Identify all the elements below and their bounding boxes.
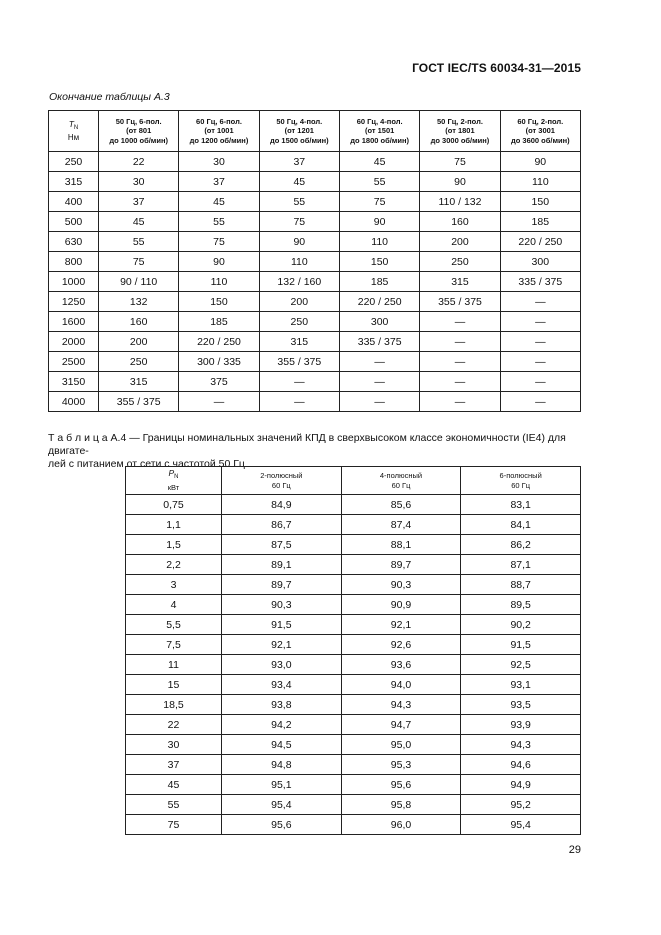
table-cell: 95,4 — [222, 795, 342, 815]
table-cell: 150 — [339, 252, 419, 272]
table-cell: — — [339, 392, 419, 412]
table-cell: 89,1 — [222, 555, 342, 575]
table-cell: 300 — [500, 252, 580, 272]
row-key-cell: 1600 — [49, 312, 99, 332]
table-a4 — [125, 466, 581, 835]
row-key-cell: 5,5 — [126, 615, 222, 635]
table-cell: — — [420, 332, 500, 352]
table-cell: 93,1 — [461, 675, 581, 695]
column-header-line: 2-полюсный — [260, 471, 303, 480]
table-cell: — — [500, 332, 580, 352]
table-cell: 84,1 — [461, 515, 581, 535]
table-cell: 75 — [179, 232, 259, 252]
table-row — [49, 192, 581, 212]
table-row — [49, 332, 581, 352]
table-cell: 94,7 — [341, 715, 461, 735]
table-row — [49, 232, 581, 252]
row-key-cell: 3 — [126, 575, 222, 595]
table-cell: 93,6 — [341, 655, 461, 675]
column-header-line: (от 801 — [126, 126, 152, 136]
torque-unit: Нм — [67, 133, 80, 142]
table-cell: 250 — [99, 352, 179, 372]
table-cell: 95,1 — [222, 775, 342, 795]
table-cell: 335 / 375 — [500, 272, 580, 292]
table-cell: 90,9 — [341, 595, 461, 615]
column-header-line: до 1200 об/мин) — [189, 135, 249, 145]
column-header-line: (от 1201 — [284, 126, 314, 136]
table-cell: 160 — [420, 212, 500, 232]
table-cell: 92,5 — [461, 655, 581, 675]
row-key-cell: 315 — [49, 172, 99, 192]
table-row — [49, 272, 581, 292]
table-cell: 94,2 — [222, 715, 342, 735]
column-header — [179, 111, 259, 152]
table-cell: 90 / 110 — [99, 272, 179, 292]
table-cell: 220 / 250 — [179, 332, 259, 352]
row-key-cell: 22 — [126, 715, 222, 735]
table-row — [49, 312, 581, 332]
table-cell: 37 — [179, 172, 259, 192]
table-cell: 89,7 — [341, 555, 461, 575]
power-header — [126, 467, 222, 495]
table-cell: 200 — [259, 292, 339, 312]
column-header-line: до 1800 об/мин) — [350, 135, 409, 145]
table-cell: 55 — [259, 192, 339, 212]
table-cell: — — [420, 372, 500, 392]
table-cell: 55 — [339, 172, 419, 192]
table-cell: 84,9 — [222, 495, 342, 515]
table-cell: 90,3 — [222, 595, 342, 615]
column-header — [259, 111, 339, 152]
table-cell: 83,1 — [461, 495, 581, 515]
table-row — [126, 755, 581, 775]
power-symbol: P — [168, 468, 175, 478]
column-header-line: 4-полюсный — [379, 471, 423, 480]
table-cell: 94,0 — [341, 675, 461, 695]
table-row — [126, 775, 581, 795]
table-cell: — — [420, 312, 500, 332]
table-cell: 110 / 132 — [420, 192, 500, 212]
row-key-cell: 15 — [126, 675, 222, 695]
table-row — [126, 795, 581, 815]
column-header — [420, 111, 500, 152]
row-key-cell: 7,5 — [126, 635, 222, 655]
table-cell: 89,7 — [222, 575, 342, 595]
table-cell: 94,5 — [222, 735, 342, 755]
column-header-line: 50 Гц, 2-пол. — [437, 116, 483, 126]
table-row — [126, 675, 581, 695]
column-header-line: до 1500 об/мин) — [269, 135, 329, 145]
column-header-line: до 3600 об/мин) — [510, 135, 570, 145]
table-cell: 315 — [420, 272, 500, 292]
table-cell: 87,4 — [341, 515, 461, 535]
table-cell: 94,3 — [341, 695, 461, 715]
column-header — [339, 111, 419, 152]
table-cell: 45 — [339, 152, 419, 172]
table-cell: 95,8 — [341, 795, 461, 815]
table-a3-body — [49, 152, 581, 412]
table-cell: 96,0 — [341, 815, 461, 835]
table-cell: 375 — [179, 372, 259, 392]
row-key-cell: 2,2 — [126, 555, 222, 575]
table-cell: 250 — [420, 252, 500, 272]
table-row — [49, 352, 581, 372]
column-header-line: 60 Гц, 2-пол. — [517, 116, 564, 126]
row-key-cell: 630 — [49, 232, 99, 252]
table-cell: — — [339, 372, 419, 392]
column-header-line: 60 Гц — [511, 480, 531, 490]
table-cell: 37 — [99, 192, 179, 212]
table-cell: 335 / 375 — [339, 332, 419, 352]
table-row — [49, 172, 581, 192]
table-cell: 94,9 — [461, 775, 581, 795]
table-cell: 110 — [339, 232, 419, 252]
row-key-cell: 30 — [126, 735, 222, 755]
row-key-cell: 4 — [126, 595, 222, 615]
row-key-cell: 250 — [49, 152, 99, 172]
table-cell: 93,5 — [461, 695, 581, 715]
row-key-cell: 1250 — [49, 292, 99, 312]
table-cell: 185 — [179, 312, 259, 332]
table-cell: 90,2 — [461, 615, 581, 635]
table-row — [126, 595, 581, 615]
row-key-cell: 11 — [126, 655, 222, 675]
torque-symbol-sub: N — [73, 124, 79, 131]
table-cell: 94,3 — [461, 735, 581, 755]
column-header-line: 60 Гц — [271, 480, 291, 490]
table-row — [126, 535, 581, 555]
table-cell: — — [179, 392, 259, 412]
column-header-line: до 3000 об/мин) — [430, 135, 490, 145]
row-key-cell: 500 — [49, 212, 99, 232]
table-cell: 220 / 250 — [339, 292, 419, 312]
table-row — [49, 392, 581, 412]
table-cell: 95,2 — [461, 795, 581, 815]
table-cell: 45 — [179, 192, 259, 212]
row-key-cell: 45 — [126, 775, 222, 795]
table-row — [126, 695, 581, 715]
torque-symbol: T — [68, 118, 74, 129]
row-key-cell: 800 — [49, 252, 99, 272]
table-a3-header-row — [49, 111, 581, 152]
column-header-line: (от 1001 — [204, 126, 234, 136]
table-row — [49, 212, 581, 232]
table-cell: 90 — [259, 232, 339, 252]
table-cell: 95,3 — [341, 755, 461, 775]
power-unit: кВт — [167, 482, 180, 492]
table-cell: 22 — [99, 152, 179, 172]
table-cell: 94,8 — [222, 755, 342, 775]
table-cell: 30 — [99, 172, 179, 192]
column-header — [341, 467, 461, 495]
table-cell: 150 — [500, 192, 580, 212]
table-cell: 250 — [259, 312, 339, 332]
table-cell: 200 — [99, 332, 179, 352]
table-cell: 220 / 250 — [500, 232, 580, 252]
table-row — [126, 735, 581, 755]
table-cell: 86,2 — [461, 535, 581, 555]
table-cell: 88,7 — [461, 575, 581, 595]
column-header-line: 60 Гц — [391, 480, 411, 490]
table-cell: 95,4 — [461, 815, 581, 835]
table-cell: 91,5 — [461, 635, 581, 655]
table-cell: 95,6 — [341, 775, 461, 795]
table-cell: 90,3 — [341, 575, 461, 595]
page-number: 29 — [568, 844, 581, 856]
table-cell: 185 — [339, 272, 419, 292]
column-header-line: (от 3001 — [525, 126, 555, 136]
table-cell: 132 — [99, 292, 179, 312]
table-cell: — — [259, 392, 339, 412]
table-cell: 37 — [259, 152, 339, 172]
table-cell: 132 / 160 — [259, 272, 339, 292]
table-cell: — — [500, 312, 580, 332]
table-cell: 95,6 — [222, 815, 342, 835]
table-a4-header-row — [126, 467, 581, 495]
column-header-line: (от 1801 — [445, 126, 475, 136]
row-key-cell: 1,5 — [126, 535, 222, 555]
table-cell: 355 / 375 — [420, 292, 500, 312]
table-cell: 90 — [500, 152, 580, 172]
table-cell: 88,1 — [341, 535, 461, 555]
table-cell: 45 — [259, 172, 339, 192]
table-row — [126, 655, 581, 675]
table-cell: 110 — [500, 172, 580, 192]
row-key-cell: 1000 — [49, 272, 99, 292]
table-cell: — — [259, 372, 339, 392]
table-cell: 93,0 — [222, 655, 342, 675]
table-cell: 87,5 — [222, 535, 342, 555]
table-cell: 92,1 — [341, 615, 461, 635]
table-cell: 185 — [500, 212, 580, 232]
table-row — [126, 615, 581, 635]
power-symbol-sub: N — [174, 474, 179, 480]
table-cell: — — [500, 372, 580, 392]
table-cell: 30 — [179, 152, 259, 172]
column-header-line: 50 Гц, 6-пол. — [115, 116, 162, 126]
table-cell: — — [500, 352, 580, 372]
column-header-line: 60 Гц, 6-пол. — [196, 116, 242, 126]
table-cell: 90 — [179, 252, 259, 272]
table-cell: 110 — [179, 272, 259, 292]
table-cell: 75 — [420, 152, 500, 172]
table-cell: 75 — [339, 192, 419, 212]
table-a4-caption-line: Т а б л и ц а А.4 — Границы номинальных значений КПД в сверхвысоком классе экономичности (IE4) для двигате- — [48, 432, 566, 457]
table-row — [126, 575, 581, 595]
table-cell: 86,7 — [222, 515, 342, 535]
table-cell: 315 — [99, 372, 179, 392]
table-row — [126, 495, 581, 515]
table-row — [49, 292, 581, 312]
table-cell: — — [500, 292, 580, 312]
table-row — [126, 555, 581, 575]
table-cell: 300 / 335 — [179, 352, 259, 372]
table-cell: — — [500, 392, 580, 412]
table-cell: 94,6 — [461, 755, 581, 775]
table-row — [126, 815, 581, 835]
table-cell: 92,1 — [222, 635, 342, 655]
table-cell: — — [420, 352, 500, 372]
table-cell: 89,5 — [461, 595, 581, 615]
row-key-cell: 400 — [49, 192, 99, 212]
table-cell: 110 — [259, 252, 339, 272]
table-cell: 55 — [179, 212, 259, 232]
table-cell: 150 — [179, 292, 259, 312]
table-cell: 200 — [420, 232, 500, 252]
table-cell: 355 / 375 — [99, 392, 179, 412]
table-cell: 45 — [99, 212, 179, 232]
table-cell: 93,4 — [222, 675, 342, 695]
table-cell: 315 — [259, 332, 339, 352]
table-cell: 300 — [339, 312, 419, 332]
table-cell: 90 — [420, 172, 500, 192]
document-code: ГОСТ IEC/TS 60034-31—2015 — [412, 61, 581, 75]
table-cell: 92,6 — [341, 635, 461, 655]
table-row — [126, 635, 581, 655]
column-header — [99, 111, 179, 152]
column-header-line: (от 1501 — [364, 126, 395, 136]
row-key-cell: 37 — [126, 755, 222, 775]
table-a3 — [48, 110, 581, 412]
column-header-line: 6-полюсный — [499, 471, 542, 480]
column-header-line: 50 Гц, 4-пол. — [276, 116, 323, 126]
table-cell: 55 — [99, 232, 179, 252]
row-key-cell: 75 — [126, 815, 222, 835]
column-header — [500, 111, 580, 152]
table-cell: 75 — [259, 212, 339, 232]
row-key-cell: 2000 — [49, 332, 99, 352]
table-row — [49, 372, 581, 392]
row-key-cell: 4000 — [49, 392, 99, 412]
column-header-line: 60 Гц, 4-пол. — [356, 116, 403, 126]
table-cell: 355 / 375 — [259, 352, 339, 372]
column-header — [222, 467, 342, 495]
row-key-cell: 55 — [126, 795, 222, 815]
table-cell: 85,6 — [341, 495, 461, 515]
table-cell: — — [420, 392, 500, 412]
table-row — [49, 252, 581, 272]
table-row — [126, 515, 581, 535]
table-a4-body — [126, 495, 581, 835]
column-header — [461, 467, 581, 495]
table-a3-caption: Окончание таблицы А.3 — [49, 91, 170, 103]
table-cell: 91,5 — [222, 615, 342, 635]
torque-header — [49, 111, 99, 152]
table-row — [49, 152, 581, 172]
table-cell: 90 — [339, 212, 419, 232]
table-cell: 93,8 — [222, 695, 342, 715]
table-row — [126, 715, 581, 735]
table-cell: 160 — [99, 312, 179, 332]
table-cell: — — [339, 352, 419, 372]
row-key-cell: 1,1 — [126, 515, 222, 535]
row-key-cell: 18,5 — [126, 695, 222, 715]
row-key-cell: 3150 — [49, 372, 99, 392]
row-key-cell: 2500 — [49, 352, 99, 372]
table-cell: 95,0 — [341, 735, 461, 755]
column-header-line: до 1000 об/мин) — [109, 135, 168, 145]
table-cell: 75 — [99, 252, 179, 272]
table-a4-caption-line: лей с питанием от сети с частотой 50 Гц — [48, 458, 245, 470]
row-key-cell: 0,75 — [126, 495, 222, 515]
table-cell: 93,9 — [461, 715, 581, 735]
table-cell: 87,1 — [461, 555, 581, 575]
